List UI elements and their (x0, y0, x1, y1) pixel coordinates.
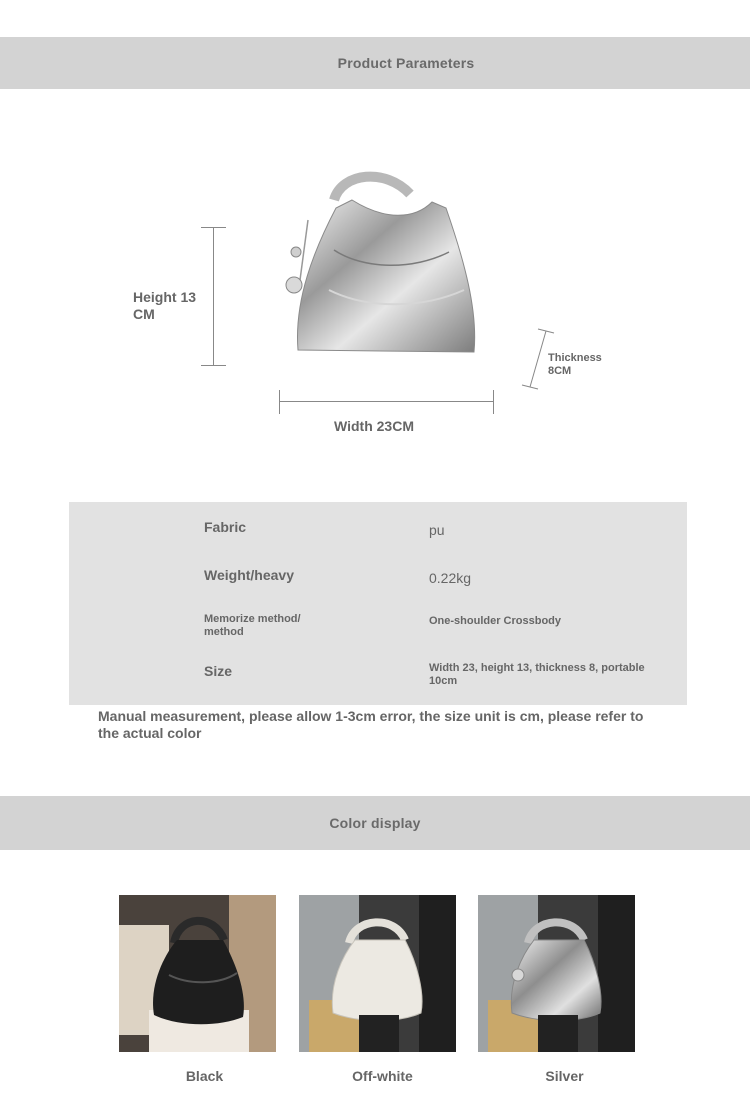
width-line (279, 401, 494, 402)
color-display-band (0, 796, 750, 850)
color-photo-off-white[interactable] (299, 895, 456, 1052)
param-value-size: Width 23, height 13, thickness 8, portable 10cm (429, 662, 645, 687)
width-cap-left (279, 390, 280, 414)
param-value-weight: 0.22kg (429, 570, 472, 586)
section-title-color-display: Color display (329, 815, 421, 831)
section-title-product-parameters: Product Parameters (337, 55, 475, 71)
color-label-off-white: Off-white (352, 1068, 413, 1084)
width-cap-right (493, 390, 494, 414)
height-line (213, 227, 214, 366)
width-label: Width 23CM (334, 418, 414, 434)
height-cap-bottom (201, 365, 226, 366)
param-key-size: Size (204, 663, 233, 679)
color-label-black: Black (185, 1068, 224, 1084)
height-cap-top (201, 227, 226, 228)
param-value-method: One-shoulder Crossbody (429, 615, 562, 627)
color-photo-black[interactable] (119, 895, 276, 1052)
measurement-note: Manual measurement, please allow 1-3cm error, the size unit is cm, please refer to the actual color (98, 708, 644, 741)
param-key-fabric: Fabric (204, 519, 247, 535)
height-label: Height 13 CM (133, 289, 197, 322)
param-key-weight: Weight/heavy (204, 567, 294, 583)
color-photo-silver[interactable] (478, 895, 635, 1052)
param-value-fabric: pu (429, 522, 445, 538)
product-parameters-band (0, 37, 750, 89)
parameters-table (69, 502, 687, 705)
silver-bag-image (274, 160, 494, 370)
param-key-method: Memorize method/ method (204, 613, 301, 638)
thickness-label: Thickness 8CM (548, 352, 602, 377)
color-label-silver: Silver (545, 1068, 584, 1084)
